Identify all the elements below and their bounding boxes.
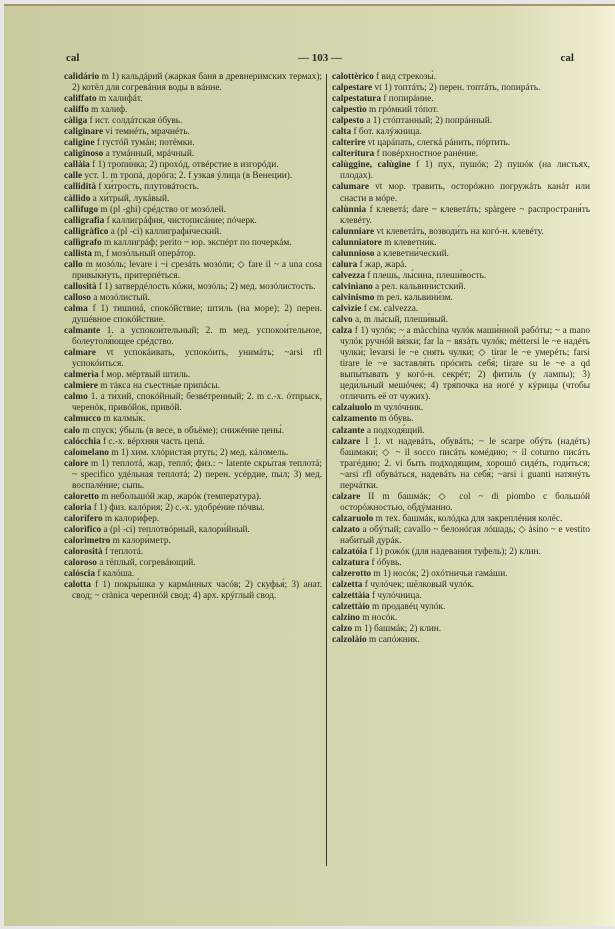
entry-definition: f óбувь.	[371, 558, 402, 569]
dictionary-entry	[64, 249, 322, 260]
entry-definition: m мозóль; levare i ~i срезáть мозóли; ◇ fare il ~ a una cosa привы́кнуть, притерпéться.	[72, 259, 322, 281]
entry-definition: f каллигрáфия, чистописáние; пóчерк.	[106, 215, 257, 226]
entry-definition: f 1) физ. калóрия; 2) с.-х. удобрéние пóчвы.	[93, 502, 265, 513]
entry-definition: f с.-х. вéрхняя часть цепá.	[103, 436, 206, 447]
dictionary-entry	[332, 558, 590, 569]
dictionary-entry	[64, 105, 322, 116]
dictionary-entry	[332, 105, 590, 116]
entry-headword: calteritura	[332, 149, 375, 160]
entry-definition: a тумáнный, мрáчный.	[105, 149, 195, 160]
dictionary-entry	[64, 414, 322, 425]
dictionary-entry	[332, 326, 590, 403]
dictionary-entry	[64, 492, 322, 503]
entry-headword: calzettàio	[332, 602, 370, 613]
dictionary-entry	[332, 227, 590, 238]
entry-headword: calvezza	[332, 270, 366, 281]
entry-headword: calumare	[332, 182, 370, 193]
dictionary-entry	[64, 227, 322, 238]
entry-headword: calvinismo	[332, 292, 375, 303]
entry-definition: vt клеветáть, возводи́ть на когó-н. клевéту.	[376, 226, 544, 237]
entry-headword: calùnnia	[332, 204, 367, 215]
dictionary-entry	[64, 514, 322, 525]
page-number: — 103 —	[298, 52, 342, 64]
entry-definition: m клеветни́к.	[384, 237, 437, 248]
entry-headword: calorìfero	[64, 513, 103, 524]
entry-headword: calorìfico	[64, 524, 102, 535]
entry-headword: caloria	[64, 502, 92, 513]
dictionary-entry	[64, 348, 322, 370]
entry-definition: vt мор. травить, осторóжно погружáть канáт или снасти в мóре.	[340, 182, 590, 204]
entry-headword: calzettàia	[332, 591, 370, 602]
entry-definition: m 1) башмáк; 2) клин.	[354, 624, 442, 635]
entry-headword: càliga	[64, 116, 88, 127]
entry-headword: calóscia	[64, 569, 95, 580]
dictionary-entry	[64, 536, 322, 547]
dictionary-entry	[332, 426, 590, 437]
entry-headword: caliginoso	[64, 149, 104, 160]
entry-definition: m (pl -ghi) срéдство от мозóлей.	[100, 204, 226, 215]
entry-headword: calzerotto	[332, 569, 372, 580]
entry-headword: calorosità	[64, 547, 103, 558]
dictionary-entry	[64, 127, 322, 138]
entry-definition: f 1) пух, пушóк; 2) пушóк (на листьях, плодах).	[340, 160, 590, 182]
entry-headword: calmante	[64, 326, 101, 337]
entry-headword: callìgrafo	[64, 237, 102, 248]
entry-headword: calterire	[332, 138, 366, 149]
entry-headword: calidário	[64, 72, 100, 82]
left-column	[64, 72, 322, 602]
entry-headword: califfo	[64, 105, 89, 116]
dictionary-entry	[332, 116, 590, 127]
entry-definition: m óбувь.	[379, 414, 414, 425]
dictionary-entry	[64, 138, 322, 149]
entry-headword: calzolàio	[332, 635, 367, 646]
dictionary-entry	[332, 83, 590, 94]
entry-definition: m 1) носóк; 2) охóтничьи гамáши.	[373, 569, 508, 580]
entry-definition: f 1) чулóк; ~ a màcchina чулóк маши́нной рабóты; ~ a mano чулóк ручнóй вя́зки; far la ~ вязáть чулóк; méttersi le ~e надéть чулки́; levarsi le ~e снять чулки́; ◇ tirar le ~e умерéть; farsi tirare le ~e заставля́ть прóсить себя́; tirare su le ~e a qd выпы́тывать у когó-н. секрéт; 2) фити́ль (у лампы); 3) цеди́льный мешóчек; 4) тря́почка на ногé у кýрицы (чтобы отличить её от чужих).	[340, 326, 591, 403]
dictionary-entry	[332, 514, 590, 525]
dictionary-entry	[64, 437, 322, 448]
dictionary-entry	[332, 414, 590, 425]
entry-definition: f плешь, лы́сина, плеши́вость.	[367, 270, 487, 281]
entry-headword: calzare	[332, 436, 361, 447]
entry-definition: a тёплый, согревáющий.	[99, 558, 196, 569]
entry-headword: calzante	[332, 425, 365, 436]
dictionary-entry	[64, 304, 322, 326]
entry-headword: calta	[332, 127, 352, 138]
dictionary-entry	[64, 569, 322, 580]
entry-headword: calócchia	[64, 436, 101, 447]
dictionary-entry	[64, 171, 322, 182]
dictionary-entry	[332, 127, 590, 138]
entry-headword: calzato	[332, 524, 360, 535]
entry-headword: calzatura	[332, 558, 370, 569]
entry-headword: calore	[64, 458, 89, 469]
dictionary-entry	[332, 580, 590, 591]
dictionary-entry	[332, 182, 590, 204]
entry-definition: m спуск; ýбыль (в весе, в объёме); снижéние цены́.	[82, 425, 285, 436]
entry-headword: calligràfico	[64, 226, 109, 237]
entry-headword: caliginare	[64, 127, 104, 138]
entry-definition: f клеветá; dare ~ клеветáть; spàrgere ~ распространя́ть клевéту.	[340, 204, 590, 226]
entry-headword: calzare	[332, 491, 361, 502]
entry-definition: m небольшóй жар, жарóк (температура).	[101, 491, 262, 502]
right-guide-word: cal	[560, 52, 574, 64]
dictionary-entry	[332, 304, 590, 315]
entry-definition: a хи́трый, лукáвый.	[92, 193, 170, 204]
entry-definition: f чулóчница.	[372, 591, 422, 602]
entry-definition: f 1) тропи́нка; 2) прохóд, отвéрстие в изгорóди.	[92, 160, 279, 171]
entry-headword: calle	[64, 171, 83, 182]
dictionary-entry	[332, 591, 590, 602]
entry-definition: a рел. кальвини́стский.	[375, 281, 466, 292]
entry-definition: f мор. мёртвый штиль.	[100, 370, 191, 381]
entry-definition: уст. 1. m тропá, дорóга; 2. f узкая ýлица (в Венеции).	[84, 171, 293, 182]
entry-headword: calunniatore	[332, 237, 382, 248]
dictionary-page	[4, 4, 615, 926]
entry-definition: vt успокáивать, успокóить, унимáть; ~arsi rfl успокóиться.	[72, 348, 322, 370]
entry-headword: calloso	[64, 292, 91, 303]
dictionary-entry	[64, 260, 322, 282]
entry-definition: f повéрхностное ранéние.	[376, 149, 479, 160]
entry-headword: calzetta	[332, 580, 363, 591]
entry-definition: f теплотá.	[104, 547, 144, 558]
entry-headword: callo	[64, 259, 83, 270]
entry-definition: f 1) тишинá, спокóйствие; штиль (на море); 2) перен. душéвное спокóйствие.	[72, 303, 322, 326]
entry-definition: I 1. vt надевáть, обувáть; ~ le scarpe обýть (надéть) башмаки́; ◇ ~ il socco писáть комéдию; ~ il coturno писáть трагéдию; 2. vi быть подходя́щим, хорошó сидéть, годи́ться; ~arsi rfl обувáться, надевáть на себя́; ~arsi i guanti натянýть перчáтки.	[340, 436, 590, 491]
entry-headword: callista	[64, 248, 92, 259]
entry-headword: calùggine, calùgine	[332, 160, 411, 171]
dictionary-entry	[332, 602, 590, 613]
entry-definition: II m башмáк; ◇ col ~ di piombo с большóй осторóжностью, обдýманно.	[340, 491, 591, 513]
entry-headword: calmucco	[64, 414, 102, 425]
entry-headword: calpestìo	[332, 105, 367, 116]
entry-definition: m тáкса на съестны́е припáсы.	[100, 381, 220, 392]
entry-headword: calma	[64, 303, 88, 314]
dictionary-entry	[332, 403, 590, 414]
left-guide-word: cal	[66, 52, 80, 64]
column-divider	[326, 74, 327, 866]
entry-headword: calomelano	[64, 447, 109, 458]
entry-headword: calmerìa	[64, 370, 99, 381]
entry-headword: calunniare	[332, 226, 375, 237]
entry-definition: m 1) хим. хлóристая ртуть; 2) мед. кáломель.	[111, 447, 289, 458]
entry-definition: m продавéц чулóк.	[372, 602, 446, 613]
entry-definition: m сапóжник.	[368, 635, 420, 646]
entry-definition: m тех. башмáк, колóдка для закреплéния колёс.	[375, 513, 563, 524]
dictionary-entry	[332, 138, 590, 149]
dictionary-entry	[64, 381, 322, 392]
entry-headword: calzaruolo	[332, 513, 374, 524]
entry-definition: 1. a успокои́тельный; 2. m мед. успокои́тельное, болеутоля́ющее срéдство.	[72, 326, 322, 348]
dictionary-entry	[64, 116, 322, 127]
dictionary-entry	[332, 94, 590, 105]
dictionary-entry	[64, 72, 322, 94]
entry-headword: calpestatura	[332, 94, 382, 105]
entry-definition: m чулóчник.	[374, 403, 424, 414]
dictionary-entry	[332, 492, 590, 514]
entry-definition: f см. calvezza.	[363, 303, 419, 314]
entry-definition: vi темнéть, мрачнéть.	[105, 127, 190, 138]
dictionary-entry	[64, 503, 322, 514]
entry-definition: f попирáние.	[383, 94, 434, 105]
entry-headword: calunnioso	[332, 248, 375, 259]
page-header	[66, 52, 574, 66]
entry-definition: f 1) рожóк (для надевания туфель); 2) клин.	[369, 547, 541, 558]
entry-definition: m 1) теплотá, жар, теплó; физ.: ~ latente скры́тая теплотá; ~ specifico удéльная теплотá; 2) перен. усéрдие, пыл; 3) мед. воспалéние; сыпь.	[72, 458, 323, 491]
entry-definition: vt 1) топтáть; 2) перен. топтáть, попирáть.	[374, 83, 541, 94]
entry-definition: f 1) затвердéлость кóжи, мозóль; 2) мед. мозóлистость.	[98, 281, 316, 292]
dictionary-entry	[64, 205, 322, 216]
entry-definition: f ист. солдáтская óбувь.	[89, 116, 183, 127]
entry-headword: calzo	[332, 624, 353, 635]
entry-headword: calura	[332, 259, 358, 270]
right-column	[332, 72, 590, 646]
dictionary-entry	[64, 370, 322, 381]
dictionary-entry	[64, 426, 322, 437]
dictionary-entry	[64, 547, 322, 558]
entry-definition: a подходя́щий.	[366, 425, 425, 436]
dictionary-entry	[332, 271, 590, 282]
dictionary-entry	[64, 149, 322, 160]
dictionary-entry	[64, 238, 322, 249]
dictionary-entry	[332, 624, 590, 635]
dictionary-entry	[64, 293, 322, 304]
entry-definition: m калори́метр.	[112, 535, 171, 546]
entry-definition: m халиф.	[91, 105, 128, 116]
entry-definition: f вид стрекозы́.	[376, 72, 436, 82]
entry-definition: m грóмкий тóпот.	[368, 105, 439, 116]
dictionary-entry	[332, 160, 590, 182]
entry-definition: m калори́фер.	[104, 513, 160, 524]
entry-definition: vt царáпать, слегкá рáнить, пóртить.	[367, 138, 511, 149]
entry-headword: califfato	[64, 94, 97, 105]
entry-headword: callosità	[64, 281, 97, 292]
dictionary-entry	[64, 216, 322, 227]
entry-definition: a (pl -ci) теплотвóрный, калори́йный.	[103, 524, 250, 535]
dictionary-entry	[332, 72, 590, 83]
entry-headword: caloretto	[64, 491, 99, 502]
entry-headword: calottèrico	[332, 72, 374, 82]
entry-headword: calvo	[332, 315, 353, 326]
entry-headword: calvìzie	[332, 303, 362, 314]
entry-definition: m, f мозóльный оперáтор.	[94, 248, 196, 259]
dictionary-entry	[332, 282, 590, 293]
entry-definition: m каллигрáф; perito ~ юр. экспéрт по почеркáм.	[104, 237, 292, 248]
dictionary-entry	[64, 525, 322, 536]
entry-headword: calo	[64, 425, 81, 436]
entry-definition: m рел. кальвини́зм.	[376, 292, 453, 303]
entry-headword: callìfugo	[64, 204, 99, 215]
entry-headword: calpesto	[332, 116, 365, 127]
entry-headword: callidità	[64, 182, 97, 193]
dictionary-entry	[332, 437, 590, 492]
entry-headword: calpestare	[332, 83, 373, 94]
entry-headword: calza	[332, 326, 353, 337]
entry-headword: calvinìano	[332, 281, 373, 292]
entry-definition: a (pl -ci) каллиграфи́ческий.	[110, 226, 222, 237]
dictionary-entry	[64, 459, 322, 492]
entry-headword: calzatóia	[332, 547, 368, 558]
dictionary-entry	[332, 238, 590, 249]
dictionary-entry	[64, 558, 322, 569]
entry-definition: f 1) покры́шка у кармáнных часóв; 2) скуфья́; 3) анат. свод; ~ crànica черепнóй свод; 4) арх. крýглый свод.	[72, 580, 322, 602]
entry-definition: m халифáт.	[98, 94, 143, 105]
dictionary-entry	[332, 293, 590, 304]
entry-headword: calzino	[332, 613, 360, 624]
dictionary-entry	[332, 149, 590, 160]
entry-definition: f калóша.	[97, 569, 135, 580]
dictionary-entry	[64, 182, 322, 193]
entry-definition: f жар, жарá.	[359, 259, 407, 270]
dictionary-entry	[64, 282, 322, 293]
entry-headword: calligrafia	[64, 215, 105, 226]
entry-definition: f чулóчек; шёлковый чулóк.	[364, 580, 475, 591]
entry-headword: calmiere	[64, 381, 98, 392]
entry-headword: caloroso	[64, 558, 97, 569]
entry-headword: calmare	[64, 348, 96, 359]
dictionary-entry	[64, 580, 322, 602]
dictionary-entry	[64, 392, 322, 414]
entry-headword: caligine	[64, 138, 95, 149]
dictionary-entry	[64, 448, 322, 459]
entry-headword: calmo	[64, 392, 88, 403]
entry-definition: a мозóлистый.	[93, 292, 150, 303]
dictionary-entry	[64, 194, 322, 205]
entry-headword: càllido	[64, 193, 91, 204]
entry-headword: callàia	[64, 160, 90, 171]
dictionary-entry	[332, 569, 590, 580]
dictionary-entry	[332, 613, 590, 624]
entry-definition: m калмы́к.	[103, 414, 146, 425]
entry-headword: calorìmetro	[64, 535, 111, 546]
dictionary-entry	[332, 525, 590, 547]
entry-definition: m 1) кальдáрий (жаркая баня в древнеримских термах); 2) котёл для согревáния воды в вáнне.	[72, 72, 322, 94]
dictionary-entry	[64, 94, 322, 105]
entry-headword: calotta	[64, 580, 91, 591]
entry-definition: a обýтый; cavallo ~ белонóгая лóшадь; ◇ àsino ~ e vestito набитый дурáк.	[340, 524, 590, 546]
entry-definition: 1. a ти́хий, спокóйный; безвéтренный; 2. m с.-х. óтпрыск, черенóк, привóйок, привóй.	[72, 392, 323, 414]
dictionary-entry	[332, 205, 590, 227]
dictionary-entry	[332, 635, 590, 646]
entry-definition: m носóк.	[362, 613, 398, 624]
entry-definition: f густóй тумáн; потёмки.	[96, 138, 195, 149]
dictionary-entry	[64, 160, 322, 171]
entry-definition: f бот. калýжница.	[353, 127, 422, 138]
dictionary-entry	[332, 547, 590, 558]
dictionary-entry	[64, 326, 322, 348]
entry-definition: a, m лы́сый, плеши́вый.	[354, 315, 449, 326]
entry-definition: a клеветни́ческий.	[376, 248, 449, 259]
entry-headword: calzamento	[332, 414, 377, 425]
entry-definition: a 1) стóптанный; 2) попрáнный.	[366, 116, 493, 127]
entry-headword: calzaiuolo	[332, 403, 372, 414]
entry-definition: f хи́трость, плутовáтость.	[98, 182, 200, 193]
dictionary-entry	[332, 249, 590, 260]
dictionary-entry	[332, 260, 590, 271]
dictionary-entry	[332, 315, 590, 326]
